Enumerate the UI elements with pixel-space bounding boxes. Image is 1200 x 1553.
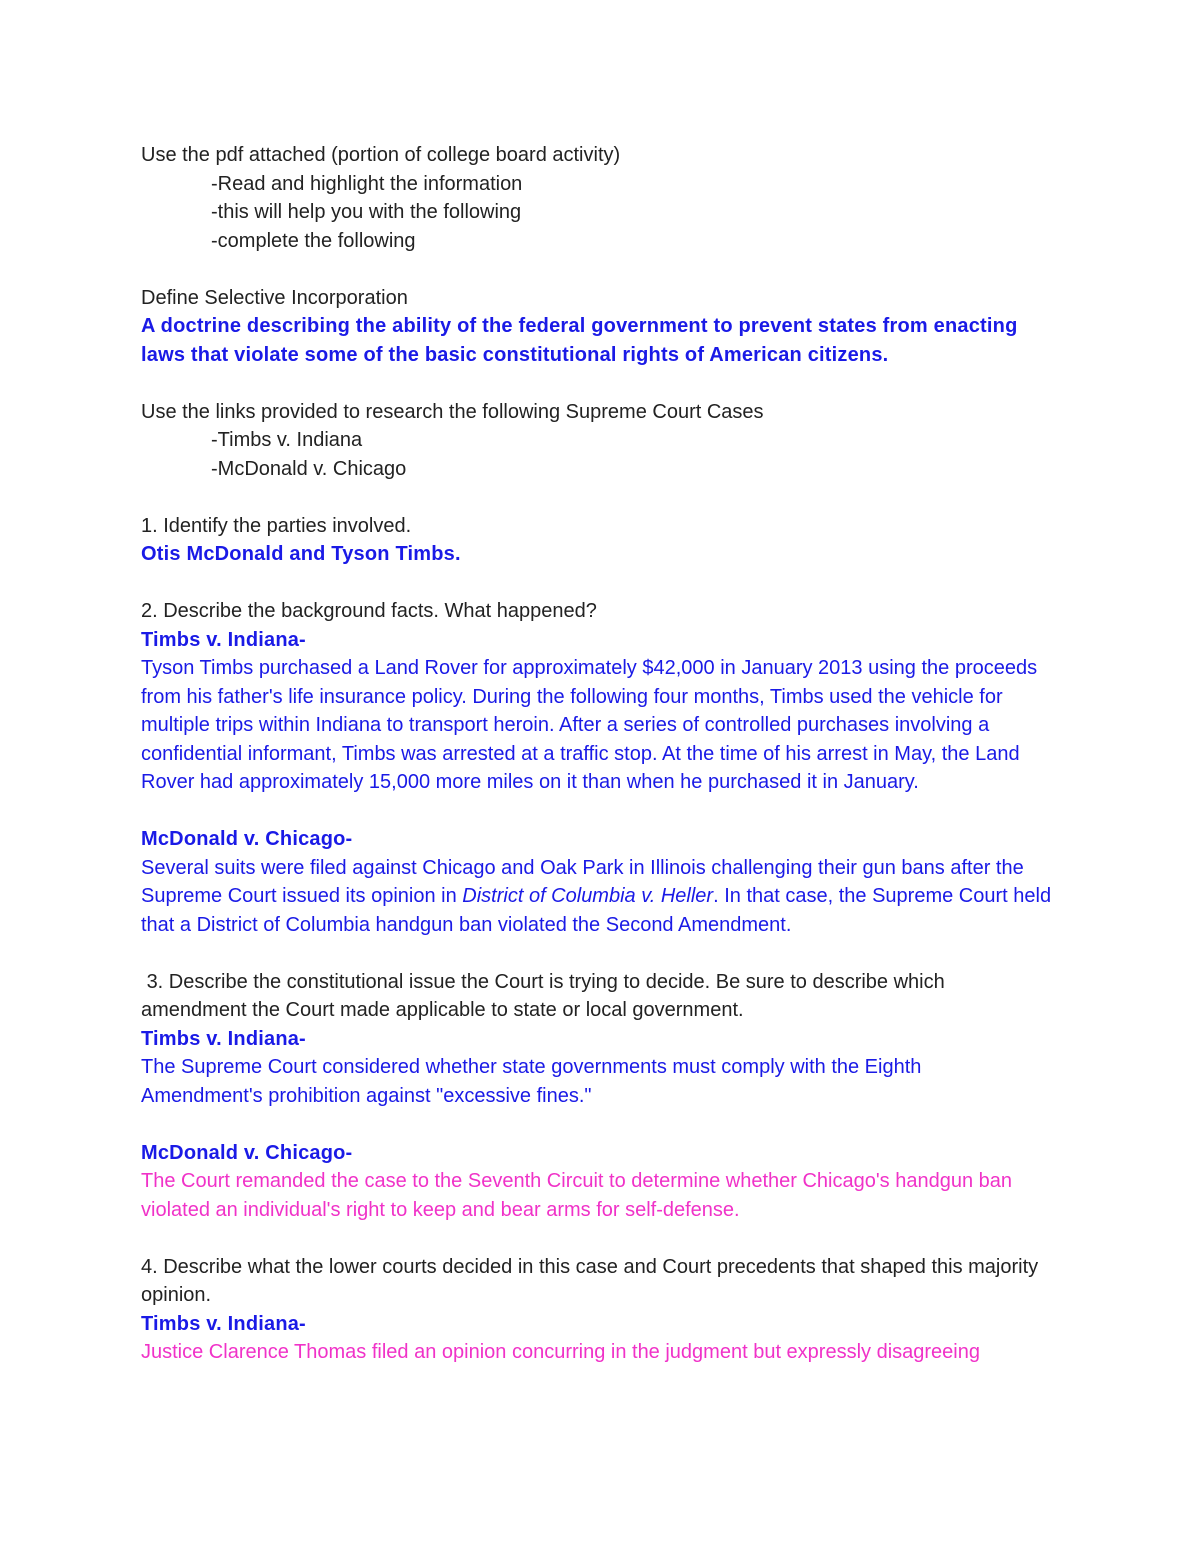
q2-mcdonald-answer-case: District of Columbia v. Heller — [462, 885, 714, 907]
spacer — [141, 369, 1071, 398]
research-line: Use the links provided to research the following Supreme Court Cases — [141, 400, 764, 423]
q3-mcdonald-heading: McDonald v. Chicago- — [141, 1141, 353, 1164]
research-case-1: -Timbs v. Indiana — [211, 429, 363, 451]
q2-timbs-heading: Timbs v. Indiana- — [141, 628, 306, 651]
spacer — [141, 569, 1071, 598]
q3-timbs-answer: The Supreme Court considered whether state governments must comply with the Eighth Amendment's prohibition against "excessive fines." — [141, 1056, 922, 1107]
q2-mcdonald-answer-part-b: . In that case, the Supreme Court held that a District of Columbia handgun ban violated the Second Amendment. — [141, 885, 1052, 936]
q3-timbs-heading: Timbs v. Indiana- — [141, 1027, 306, 1050]
q3-question: 3. Describe the constitutional issue the Court is trying to decide. Be sure to describe which amendment the Court made applicable to state or local government. — [141, 970, 951, 1021]
definition-answer: A doctrine describing the ability of the federal government to prevent states from enacting laws that violate some of the basic constitutional rights of American citizens. — [141, 315, 1018, 366]
intro-step-3: -complete the following — [211, 229, 416, 252]
q2-mcdonald-heading: McDonald v. Chicago- — [141, 828, 353, 850]
spacer — [141, 939, 1071, 968]
research-case-2: -McDonald v. Chicago — [211, 457, 407, 480]
spacer — [141, 797, 1071, 826]
q2-mcdonald-answer-part-a: Several suits were filed against Chicago and Oak Park in Illinois challenging their gun bans after the Supreme Court issued its opinion in — [141, 856, 1024, 907]
q4-timbs-heading: Timbs v. Indiana- — [141, 1312, 306, 1335]
spacer — [141, 1224, 1071, 1253]
intro-step-2: -this will help you with the following — [211, 201, 522, 223]
q1-answer: Otis McDonald and Tyson Timbs. — [141, 543, 461, 565]
definition-prompt: Define Selective Incorporation — [141, 286, 408, 309]
q2-timbs-answer: Tyson Timbs purchased a Land Rover for approximately $42,000 in January 2013 using the proceeds from his father's life insurance policy. During the following four months, Timbs used the vehicle for multiple trips within Indiana to transport heroin. After a series of controlled purchases involving a confidential informant, Timbs was arrested at a traffic stop. At the time of his arrest in May, the Land Rover had approximately 15,000 more miles on it than when he purchased it in January. — [141, 657, 1038, 793]
intro-step-1: -Read and highlight the information — [211, 172, 523, 195]
spacer — [141, 255, 1071, 284]
q2-mcdonald-answer — [141, 854, 1066, 940]
q3-mcdonald-answer: The Court remanded the case to the Seventh Circuit to determine whether Chicago's handgun ban violated an individual's right to keep and bear arms for self-defense. — [141, 1170, 1013, 1221]
document-page — [141, 141, 1071, 1367]
spacer — [141, 483, 1071, 512]
q1-question: 1. Identify the parties involved. — [141, 514, 412, 537]
q4-timbs-answer: Justice Clarence Thomas filed an opinion concurring in the judgment but expressly disagreeing — [141, 1341, 980, 1363]
intro-line: Use the pdf attached (portion of college board activity) — [141, 144, 621, 166]
q2-question: 2. Describe the background facts. What happened? — [141, 600, 597, 622]
spacer — [141, 1110, 1071, 1139]
q4-question: 4. Describe what the lower courts decided in this case and Court precedents that shaped this majority opinion. — [141, 1255, 1039, 1306]
